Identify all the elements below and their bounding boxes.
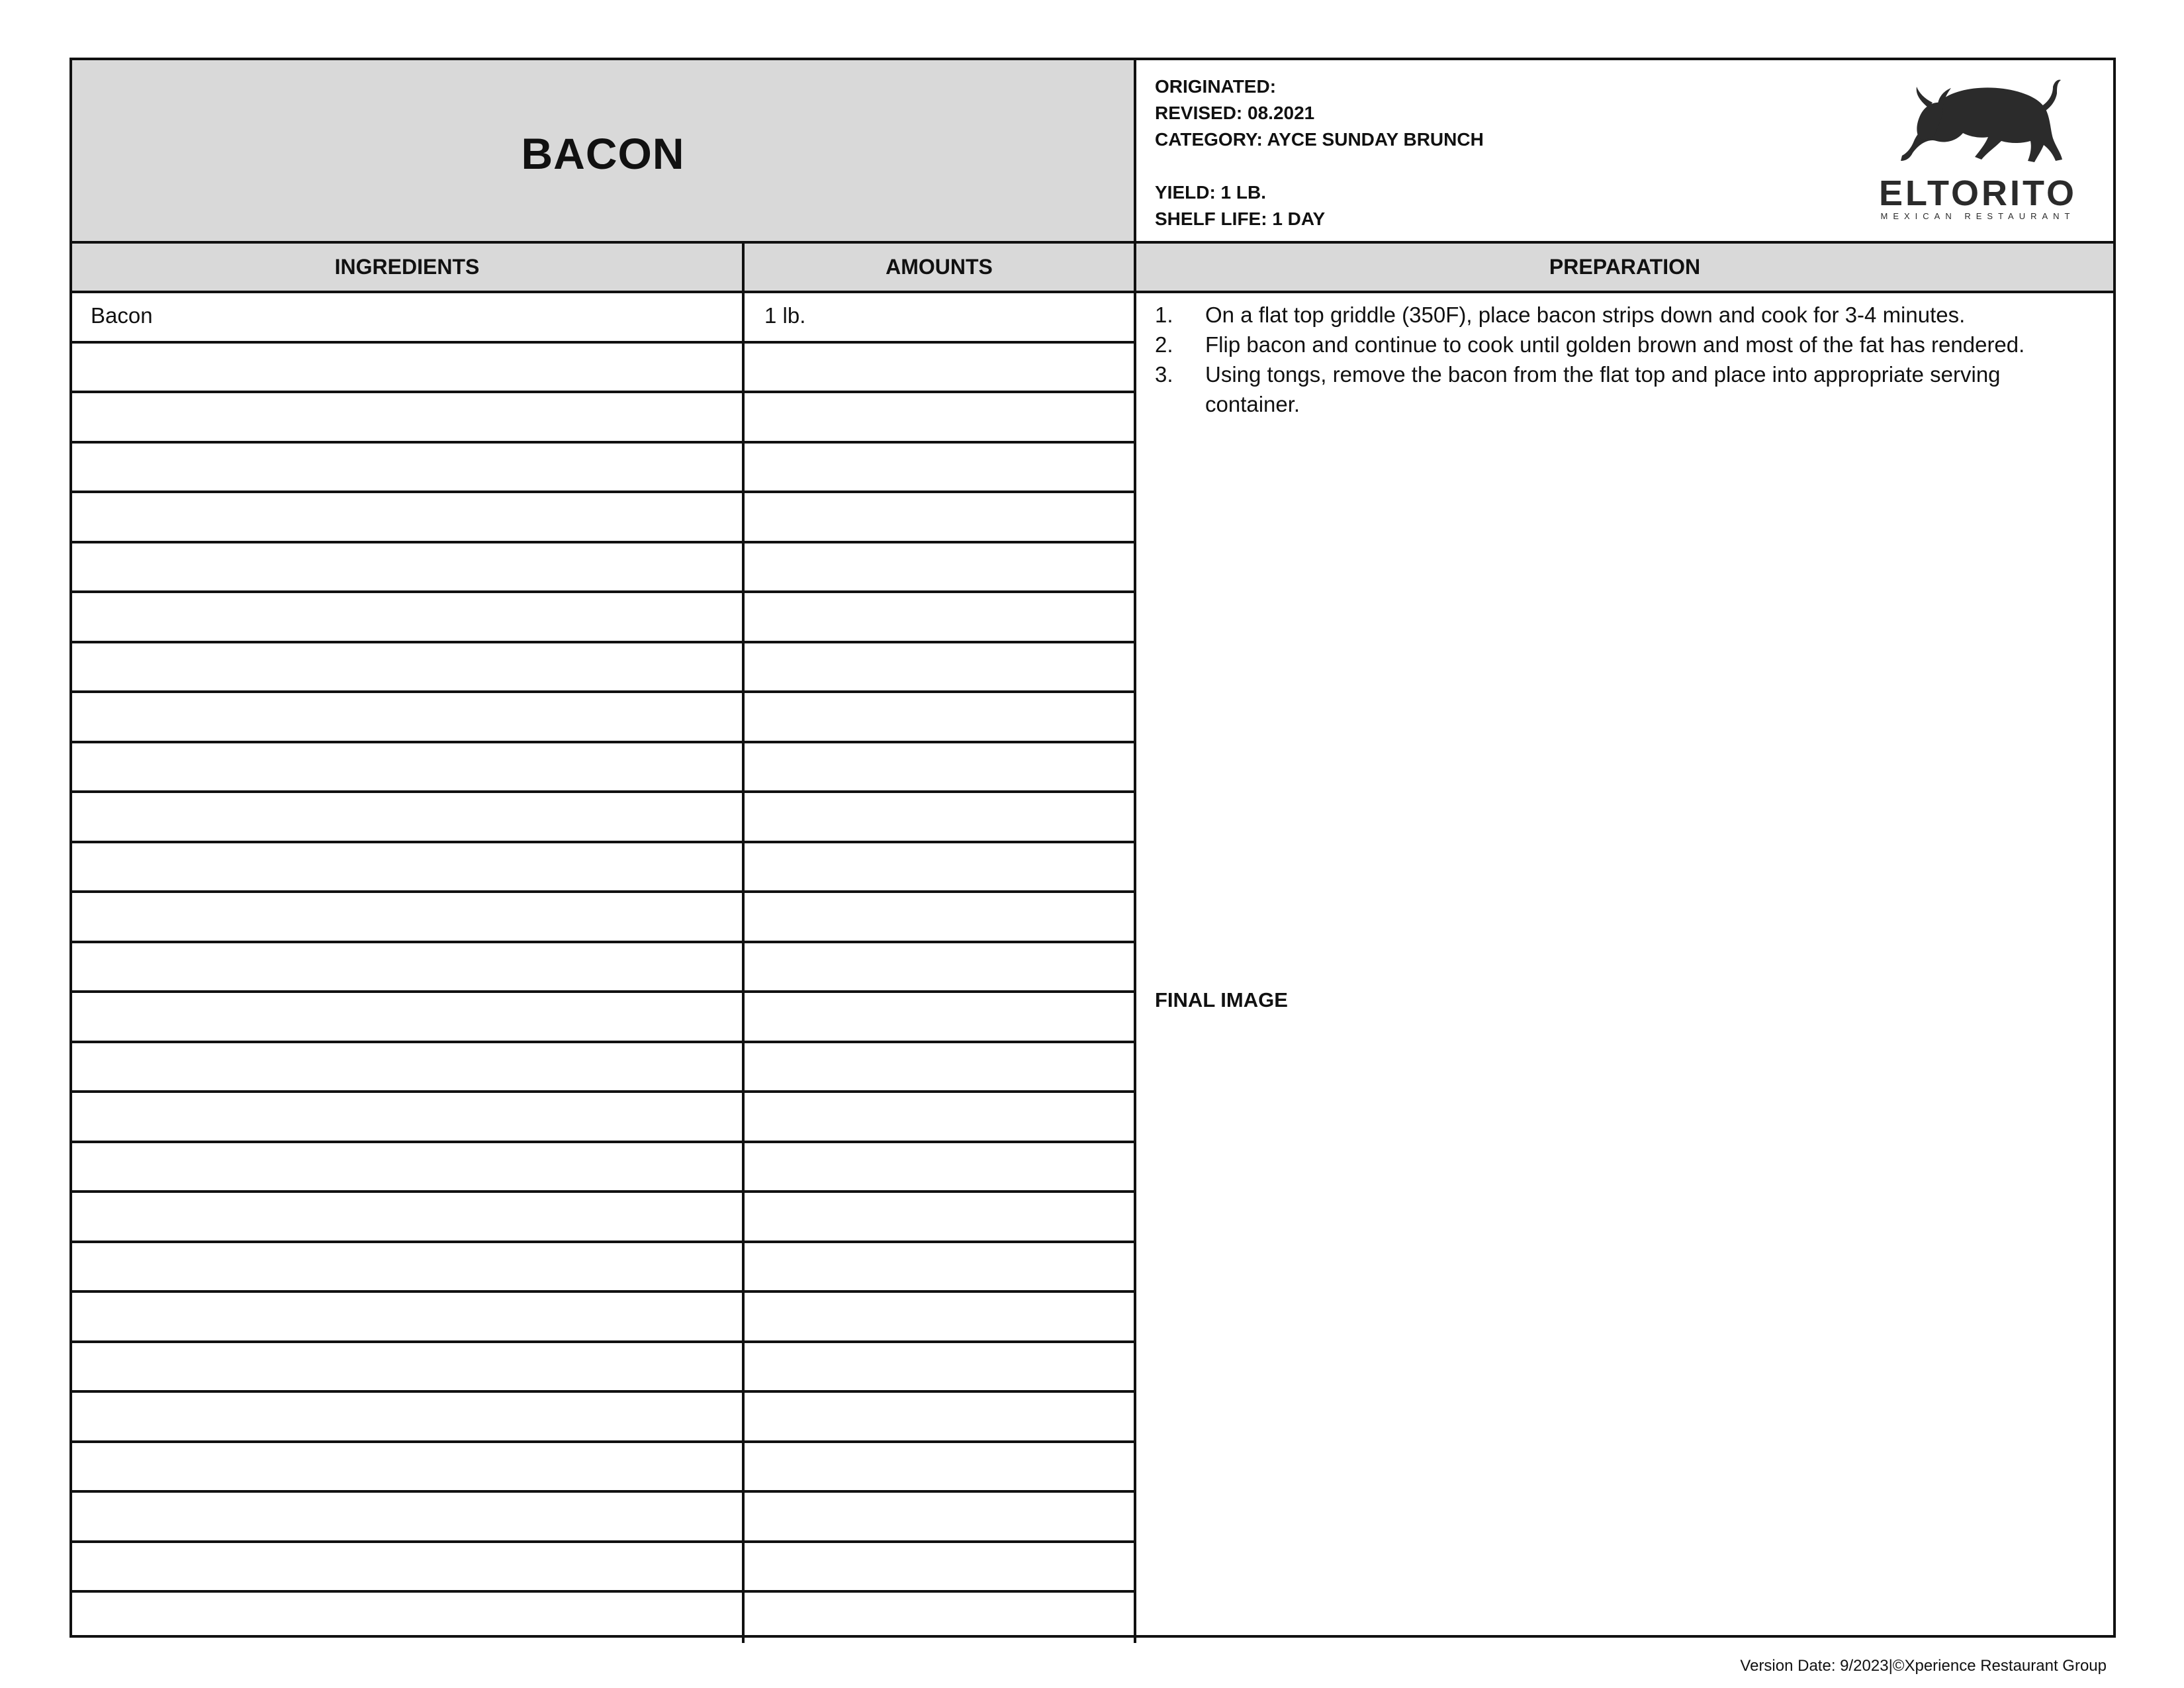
column-header-row xyxy=(72,244,2113,293)
preparation-step xyxy=(1155,300,2095,330)
recipe-title: BACON xyxy=(521,128,685,178)
ingredient-cell xyxy=(72,1493,745,1540)
table-row xyxy=(72,493,1136,543)
ingredient-cell xyxy=(72,1343,745,1391)
ingredient-cell xyxy=(72,1443,745,1491)
table-row xyxy=(72,1593,1136,1643)
table-row xyxy=(72,1243,1136,1293)
amount-cell xyxy=(745,344,1136,391)
step-text: Flip bacon and continue to cook until golden brown and most of the fat has rendered. xyxy=(1205,332,2025,357)
amount-cell xyxy=(745,943,1136,991)
ingredient-cell xyxy=(72,393,745,441)
table-row xyxy=(72,943,1136,994)
table-row xyxy=(72,1093,1136,1143)
table-row xyxy=(72,543,1136,594)
table-row xyxy=(72,693,1136,743)
table-row xyxy=(72,344,1136,394)
ingredient-cell xyxy=(72,893,745,941)
amount-cell xyxy=(745,1493,1136,1540)
table-row xyxy=(72,1443,1136,1493)
amount-cell xyxy=(745,1543,1136,1591)
amount-cell xyxy=(745,493,1136,541)
logo-tagline: MEXICAN RESTAURANT xyxy=(1880,211,2075,221)
ingredient-cell xyxy=(72,1043,745,1091)
originated-line: ORIGINATED: xyxy=(1155,76,1277,97)
category-line: CATEGORY: AYCE SUNDAY BRUNCH xyxy=(1155,129,1484,150)
amounts-header: AMOUNTS xyxy=(745,244,1136,291)
ingredient-cell xyxy=(72,1193,745,1241)
table-row xyxy=(72,843,1136,894)
table-row xyxy=(72,743,1136,794)
amount-cell xyxy=(745,743,1136,791)
preparation-step xyxy=(1155,330,2095,359)
table-row xyxy=(72,1343,1136,1393)
amount-cell xyxy=(745,593,1136,641)
ingredient-cell xyxy=(72,843,745,891)
table-row xyxy=(72,1043,1136,1094)
table-row xyxy=(72,393,1136,444)
ingredient-cell xyxy=(72,1293,745,1340)
table-row xyxy=(72,593,1136,643)
ingredient-cell xyxy=(72,344,745,391)
table-row xyxy=(72,1493,1136,1543)
table-row xyxy=(72,643,1136,694)
amount-cell xyxy=(745,1143,1136,1191)
bull-logo-icon xyxy=(1864,75,2092,174)
ingredient-cell xyxy=(72,743,745,791)
amount-cell xyxy=(745,1243,1136,1291)
table-row xyxy=(72,1143,1136,1194)
amount-cell xyxy=(745,543,1136,591)
preparation-steps xyxy=(1155,300,2095,419)
amount-cell xyxy=(745,1093,1136,1141)
table-row xyxy=(72,293,1136,344)
ingredient-cell xyxy=(72,593,745,641)
ingredient-cell xyxy=(72,693,745,741)
ingredient-cell xyxy=(72,1093,745,1141)
version-footer: Version Date: 9/2023|©Xperience Restaurant Group xyxy=(1740,1657,2107,1675)
table-row xyxy=(72,1543,1136,1593)
amount-cell xyxy=(745,693,1136,741)
amount-cell xyxy=(745,993,1136,1041)
amount-cell xyxy=(745,1043,1136,1091)
amount-cell xyxy=(745,893,1136,941)
ingredient-cell xyxy=(72,1593,745,1643)
amount-cell xyxy=(745,1393,1136,1440)
amount-cell xyxy=(745,1293,1136,1340)
step-text: Using tongs, remove the bacon from the flat top and place into appropriate serving container. xyxy=(1205,362,2001,416)
amount-cell xyxy=(745,843,1136,891)
table-row xyxy=(72,1293,1136,1343)
title-cell xyxy=(72,60,1136,244)
meta-cell xyxy=(1136,60,2113,244)
ingredient-cell xyxy=(72,793,745,841)
table-row xyxy=(72,993,1136,1043)
ingredient-cell xyxy=(72,943,745,991)
table-row xyxy=(72,793,1136,843)
table-row xyxy=(72,1393,1136,1443)
ingredient-cell xyxy=(72,993,745,1041)
amount-cell xyxy=(745,643,1136,691)
amount-cell xyxy=(745,1593,1136,1643)
preparation-step xyxy=(1155,359,2095,419)
amount-cell xyxy=(745,793,1136,841)
ingredients-header: INGREDIENTS xyxy=(72,244,745,291)
table-row xyxy=(72,893,1136,943)
recipe-card xyxy=(69,58,2116,1638)
shelf-life-line: SHELF LIFE: 1 DAY xyxy=(1155,209,1326,229)
ingredient-cell xyxy=(72,1143,745,1191)
ingredient-cell xyxy=(72,1243,745,1291)
final-image-label: FINAL IMAGE xyxy=(1155,988,1288,1011)
ingredient-cell: Bacon xyxy=(72,293,745,341)
meta-spacer xyxy=(1155,153,1484,179)
preparation-panel xyxy=(1136,293,2113,1638)
table-row xyxy=(72,444,1136,494)
ingredient-cell xyxy=(72,643,745,691)
yield-line: YIELD: 1 LB. xyxy=(1155,182,1267,203)
ingredient-cell xyxy=(72,444,745,491)
amount-cell: 1 lb. xyxy=(745,293,1136,341)
amount-cell xyxy=(745,1343,1136,1391)
step-number: 1. xyxy=(1155,303,1173,327)
step-number: 3. xyxy=(1155,362,1173,387)
el-torito-logo xyxy=(1864,75,2092,228)
step-text: On a flat top griddle (350F), place bacon strips down and cook for 3-4 minutes. xyxy=(1205,303,1966,327)
ingredient-cell xyxy=(72,1543,745,1591)
amount-cell xyxy=(745,1443,1136,1491)
table-row xyxy=(72,1193,1136,1243)
ingredients-table xyxy=(72,293,1136,1643)
amount-cell xyxy=(745,393,1136,441)
meta-info xyxy=(1155,73,1484,232)
ingredient-cell xyxy=(72,493,745,541)
amount-cell xyxy=(745,444,1136,491)
amount-cell xyxy=(745,1193,1136,1241)
ingredient-cell xyxy=(72,1393,745,1440)
step-number: 2. xyxy=(1155,332,1173,357)
preparation-header: PREPARATION xyxy=(1549,255,1701,279)
ingredient-cell xyxy=(72,543,745,591)
logo-wordmark: ELTORITO xyxy=(1878,173,2077,213)
revised-line: REVISED: 08.2021 xyxy=(1155,103,1315,123)
